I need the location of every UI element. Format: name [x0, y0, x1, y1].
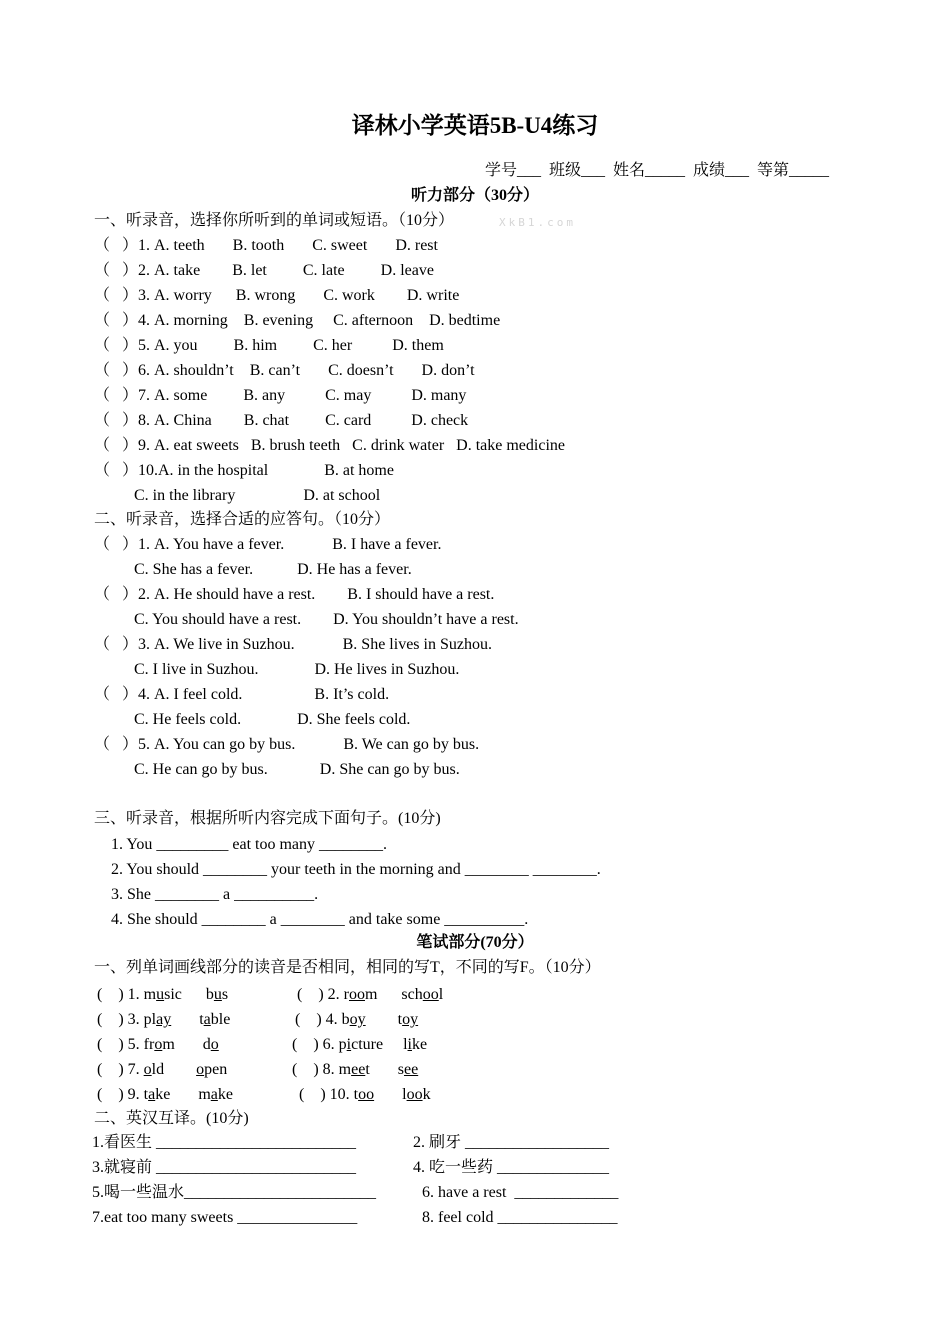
part2-item: （ ）1. A. You have a fever. B. I have a fever.: [94, 536, 442, 553]
translation-item: 3.就寝前 _________________________: [92, 1159, 357, 1176]
part2-item: C. He can go by bus. D. She can go by bus.: [94, 761, 460, 778]
part1-item: （ ）4. A. morning B. evening C. afternoon D. bedtime: [94, 312, 501, 329]
part2-item: （ ）5. A. You can go by bus. B. We can go by bus.: [94, 736, 480, 753]
part2-item: C. You should have a rest. D. You shouldn’t have a rest.: [94, 611, 519, 628]
phonics-row: ( ) 5. from do: [97, 1036, 219, 1053]
watermark: XkB1.com: [499, 216, 576, 229]
part1-item: （ ）5. A. you B. him C. her D. them: [94, 337, 444, 354]
translation-item: 6. have a rest _____________: [422, 1184, 619, 1201]
part1-item: C. in the library D. at school: [94, 487, 381, 504]
phonics-row: ( ) 9. take make: [97, 1086, 233, 1103]
part1-item: （ ）2. A. take B. let C. late D. leave: [94, 262, 434, 279]
part3-item: 2. You should ________ your teeth in the morning and ________ ________.: [111, 861, 601, 878]
phonics-row: ( ) 8. meet see: [292, 1061, 419, 1078]
part1-item: （ ）1. A. teeth B. tooth C. sweet D. rest: [94, 237, 438, 254]
part5-heading: 二、英汉互译。(10分): [94, 1110, 249, 1127]
translation-item: 5.喝一些温水________________________: [92, 1184, 377, 1201]
part2-heading: 二、听录音，选择合适的应答句。（10分）: [94, 511, 391, 528]
part2-item: （ ）3. A. We live in Suzhou. B. She lives in Suzhou.: [94, 636, 492, 653]
part1-heading: 一、听录音，选择你所听到的单词或短语。（10分）: [94, 212, 455, 229]
written-section-header: 笔试部分(70分）: [416, 934, 534, 951]
part2-item: （ ）4. A. I feel cold. B. It’s cold.: [94, 686, 390, 703]
part4-heading: 一、列单词画线部分的读音是否相同，相同的写T，不同的写F。（10分）: [94, 959, 601, 976]
listening-section-header: 听力部分（30分）: [410, 187, 539, 204]
part3-item: 3. She ________ a __________.: [111, 886, 319, 903]
translation-item: 4. 吃一些药 ______________: [413, 1159, 610, 1176]
translation-item: 7.eat too many sweets _______________: [92, 1209, 358, 1226]
part2-item: C. He feels cold. D. She feels cold.: [94, 711, 411, 728]
translation-item: 1.看医生 _________________________: [92, 1134, 357, 1151]
phonics-row: ( ) 7. old open: [97, 1061, 228, 1078]
student-info-line: 学号___ 班级___ 姓名_____ 成绩___ 等第_____: [485, 162, 830, 179]
part2-item: C. I live in Suzhou. D. He lives in Suzhou.: [94, 661, 460, 678]
part1-item: （ ）8. A. China B. chat C. card D. check: [94, 412, 469, 429]
part1-item: （ ）9. A. eat sweets B. brush teeth C. drink water D. take medicine: [94, 437, 566, 454]
translation-item: 8. feel cold _______________: [422, 1209, 618, 1226]
translation-item: 2. 刷牙 __________________: [413, 1134, 610, 1151]
part2-item: （ ）2. A. He should have a rest. B. I should have a rest.: [94, 586, 495, 603]
part3-item: 1. You _________ eat too many ________.: [111, 836, 387, 853]
phonics-row: ( ) 1. music bus: [97, 986, 229, 1003]
part3-heading: 三、听录音，根据所听内容完成下面句子。(10分): [94, 810, 441, 827]
phonics-row: ( ) 10. too look: [299, 1086, 431, 1103]
part1-item: （ ）10.A. in the hospital B. at home: [94, 462, 394, 479]
phonics-row: ( ) 2. room school: [297, 986, 444, 1003]
part1-item: （ ）6. A. shouldn’t B. can’t C. doesn’t D. don’t: [94, 362, 475, 379]
page-title: 译林小学英语5B-U4练习: [351, 113, 599, 138]
part1-item: （ ）3. A. worry B. wrong C. work D. write: [94, 287, 460, 304]
part3-item: 4. She should ________ a ________ and take some __________.: [111, 911, 529, 928]
phonics-row: ( ) 6. picture like: [292, 1036, 428, 1053]
part1-item: （ ）7. A. some B. any C. may D. many: [94, 387, 467, 404]
phonics-row: ( ) 3. play table: [97, 1011, 231, 1028]
phonics-row: ( ) 4. boy toy: [295, 1011, 419, 1028]
part2-item: C. She has a fever. D. He has a fever.: [94, 561, 412, 578]
